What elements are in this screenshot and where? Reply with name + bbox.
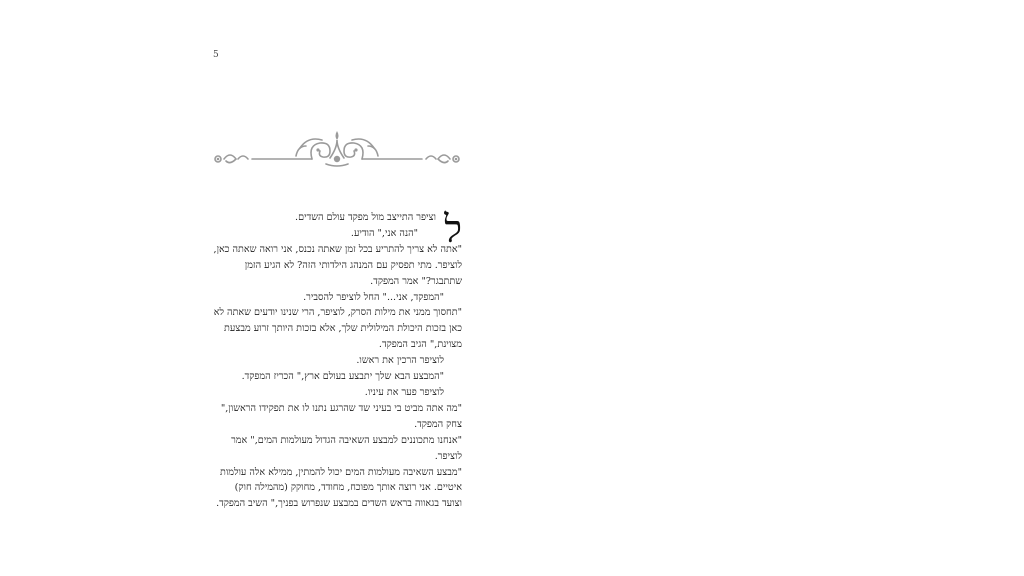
chapter-text: [212, 207, 462, 512]
paragraph: "תחסוך ממני את מילות הסרק, לוציפר, הרי שנינו יודעים שאתה לא כאן בזכות היכולת המילולית שלך, אלא בזכות היותך זרוע מבצעת מצוינת," הגיב המפקד.: [213, 307, 462, 351]
paragraph: "אנחנו מתכוננים למבצע השאיבה הגדול מעולמות המים," אמר לוציפר.: [231, 434, 462, 462]
paragraph: "המבצע הבא שלך יתבצע בעולם ארץ," הכריז המפקד.: [241, 371, 444, 383]
paragraph: "מבצע השאיבה מעולמות המים יכול להמתין, ממילא אלה עולמות איטיים. אני רוצה אותך מפוכח, מחודד, מחוקק (מהמילה חוק) וצועד בגאווה בראש השדים במבצע שנפרוש בפניך," השיב המפקד.: [216, 466, 462, 510]
opening-line: וציפר התייצב מול מפקד עולם השדים.: [295, 212, 436, 223]
paragraph: "המפקד, אני..." החל לוציפר להסביר.: [303, 291, 444, 303]
paragraph: "מה אתה מביט בי בעיני שד שהרגע נתנו לו את תפקידו הראשון," צחק המפקד.: [220, 402, 462, 430]
paragraph: לוציפר הרכין את ראשו.: [356, 355, 444, 367]
opening-lines: [212, 210, 462, 242]
decorative-divider-ornament-icon: [212, 128, 462, 170]
page-number: 5: [213, 50, 219, 60]
paragraph: "אתה לא צריך להתריע בכל זמן שאתה נכנס, אני רואה שאתה כאן, לוציפר. מתי תפסיק עם המנהג הילדותי הזה? לא הגיע הזמן שתתבגר?" אמר המפקד.: [213, 243, 462, 287]
dialogue-line: "הנה אני," הודיע.: [350, 227, 418, 239]
drop-cap: ל: [444, 207, 462, 251]
paragraph: לוציפר פער את עיניו.: [364, 386, 444, 398]
